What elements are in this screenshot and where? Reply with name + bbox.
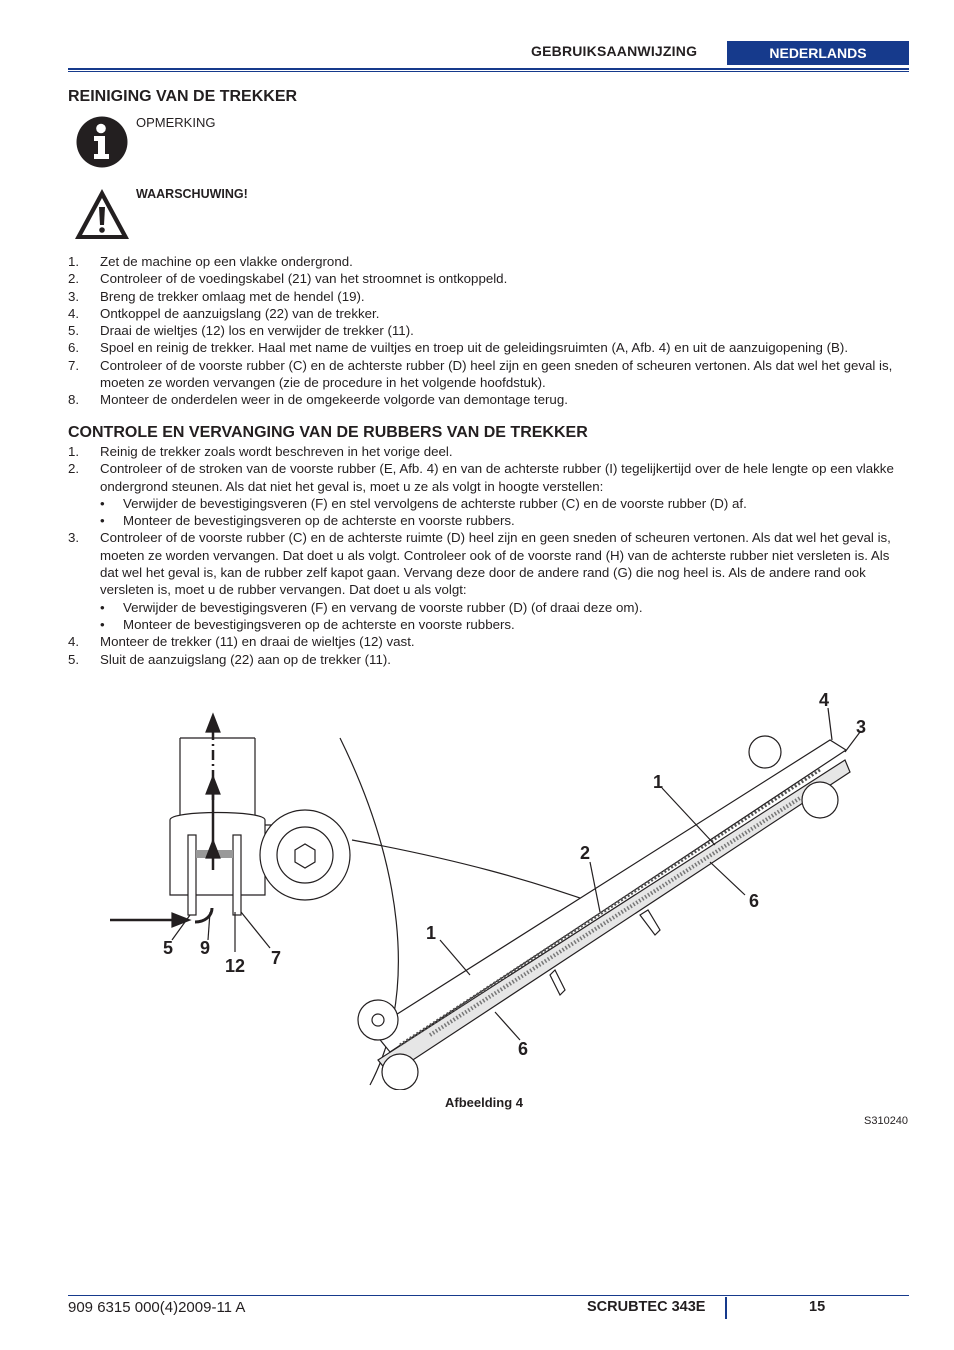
figure-label: 4 <box>819 690 830 710</box>
list-item: 1. Zet de machine op een vlakke ondergrond. <box>68 254 353 269</box>
figure-code: S310240 <box>864 1115 909 1127</box>
list-item: 5. Draai de wieltjes (12) los en verwijder de trekker (11). <box>68 323 414 339</box>
figure-label: 6 <box>518 1039 529 1059</box>
warning-icon <box>73 187 131 241</box>
section-heading-cleaning: REINIGING VAN DE TREKKER <box>68 88 298 105</box>
section-heading-rubbers: CONTROLE EN VERVANGING VAN DE RUBBERS VAN DE TREKKER <box>68 424 588 441</box>
list-item: 1. Reinig de trekker zoals wordt beschreven in het vorige deel. <box>68 444 453 459</box>
list-item: 3. Breng de trekker omlaag met de hendel (19). <box>68 288 365 304</box>
figure-label: 1 <box>426 923 437 943</box>
language-badge: NEDERLANDS <box>727 41 909 65</box>
doc-number: 909 6315 000(4)2009-11 A <box>68 1299 246 1316</box>
list-item: 5. Sluit de aanzuigslang (22) aan op de trekker (11). <box>68 651 391 667</box>
list-item: 8. Monteer de onderdelen weer in de omgekeerde volgorde van demontage terug. <box>68 392 568 408</box>
header-rule <box>68 68 909 70</box>
bullet-item: • Verwijder de bevestigingsveren (F) en stel vervolgens de achterste rubber (C) en de voorste rubber (D) af. <box>100 495 747 511</box>
squeegee-illustration <box>100 690 880 1090</box>
figure-label: 1 <box>653 772 664 792</box>
footer-divider <box>725 1297 727 1319</box>
header-rule-thin <box>68 71 909 72</box>
note-label: OPMERKING <box>136 115 216 130</box>
figure-caption: Afbeelding 4 <box>445 1095 524 1110</box>
info-icon <box>76 116 128 168</box>
list-item: 2. Controleer of de voedingskabel (21) van het stroomnet is ontkoppeld. <box>68 271 508 287</box>
list-item: 4. Monteer de trekker (11) en draai de wieltjes (12) vast. <box>68 634 415 650</box>
figure-label: 6 <box>749 891 760 911</box>
product-name: SCRUBTEC 343E <box>587 1299 706 1315</box>
figure-label: 7 <box>271 948 282 968</box>
list-item: 4. Ontkoppel de aanzuigslang (22) van de trekker. <box>68 305 380 321</box>
rubbers-steps-list <box>68 443 908 668</box>
figure-label: 2 <box>580 843 591 863</box>
figure-label: 5 <box>163 938 174 958</box>
cleaning-steps-list <box>68 253 908 409</box>
header-title: GEBRUIKSAANWIJZING <box>531 43 698 59</box>
figure-label: 9 <box>200 938 211 958</box>
warning-label: WAARSCHUWING! <box>136 187 248 201</box>
page-number: 15 <box>809 1299 826 1315</box>
bullet-item: • Verwijder de bevestigingsveren (F) en vervang de voorste rubber (D) (of draai deze om). <box>100 599 643 615</box>
figure-label: 12 <box>225 956 246 976</box>
footer-rule <box>68 1295 909 1296</box>
list-item: 6. Spoel en reinig de trekker. Haal met name de vuiltjes en troep uit de geleidingsruimten (A, Afb. 4) en uit de aanzuigopening (B). <box>68 340 849 356</box>
list-item: 3. Controleer of de voorste rubber (C) en de achterste ruimte (D) heel zijn en geen sneden of scheuren vertonen. Als dat wel het geval is, moeten ze worden vervangen. Dat doet u als volgt. Controleer ook of de voorste rand (H) van de achterste rubber niet versleten is. Als dat wel het geval is, kan de rubber zelf kapot gaan. Vervang deze door de andere rand (G) die nog heel is. Als de andere rand ook versleten is, moet u de rubber vervangen. Dat doet u als volgt: • Verwijder de bevestigingsveren (F) en vervang de voorste rubber (D) (of draai deze om). • Monteer de bevestigingsveren op de achterste en voorste rubbers. <box>68 529 908 633</box>
list-item: 7. Controleer of de voorste rubber (C) en de achterste rubber (D) heel zijn en geen sneden of scheuren vertonen. Als dat wel het geval is, moeten ze worden vervangen (zie de procedure in het volgende hoofdstuk). <box>68 357 893 391</box>
figure-label: 3 <box>856 717 867 737</box>
bullet-item: • Monteer de bevestigingsveren op de achterste en voorste rubbers. <box>100 513 515 529</box>
list-item: 2. Controleer of de stroken van de voorste rubber (E, Afb. 4) en van de achterste rubber (I) tegelijkertijd over de hele lengte op een vlakke ondergrond steunen. Als dat niet het geval is, moet u ze als volgt in hoogte verstellen: • Verwijder de bevestigingsveren (F) en stel vervolgens de achterste rubber (C) en de voorste rubber (D) af. • Monteer de bevestigingsveren op de achterste en voorste rubbers. <box>68 460 908 529</box>
bullet-item: • Monteer de bevestigingsveren op de achterste en voorste rubbers. <box>100 616 515 632</box>
